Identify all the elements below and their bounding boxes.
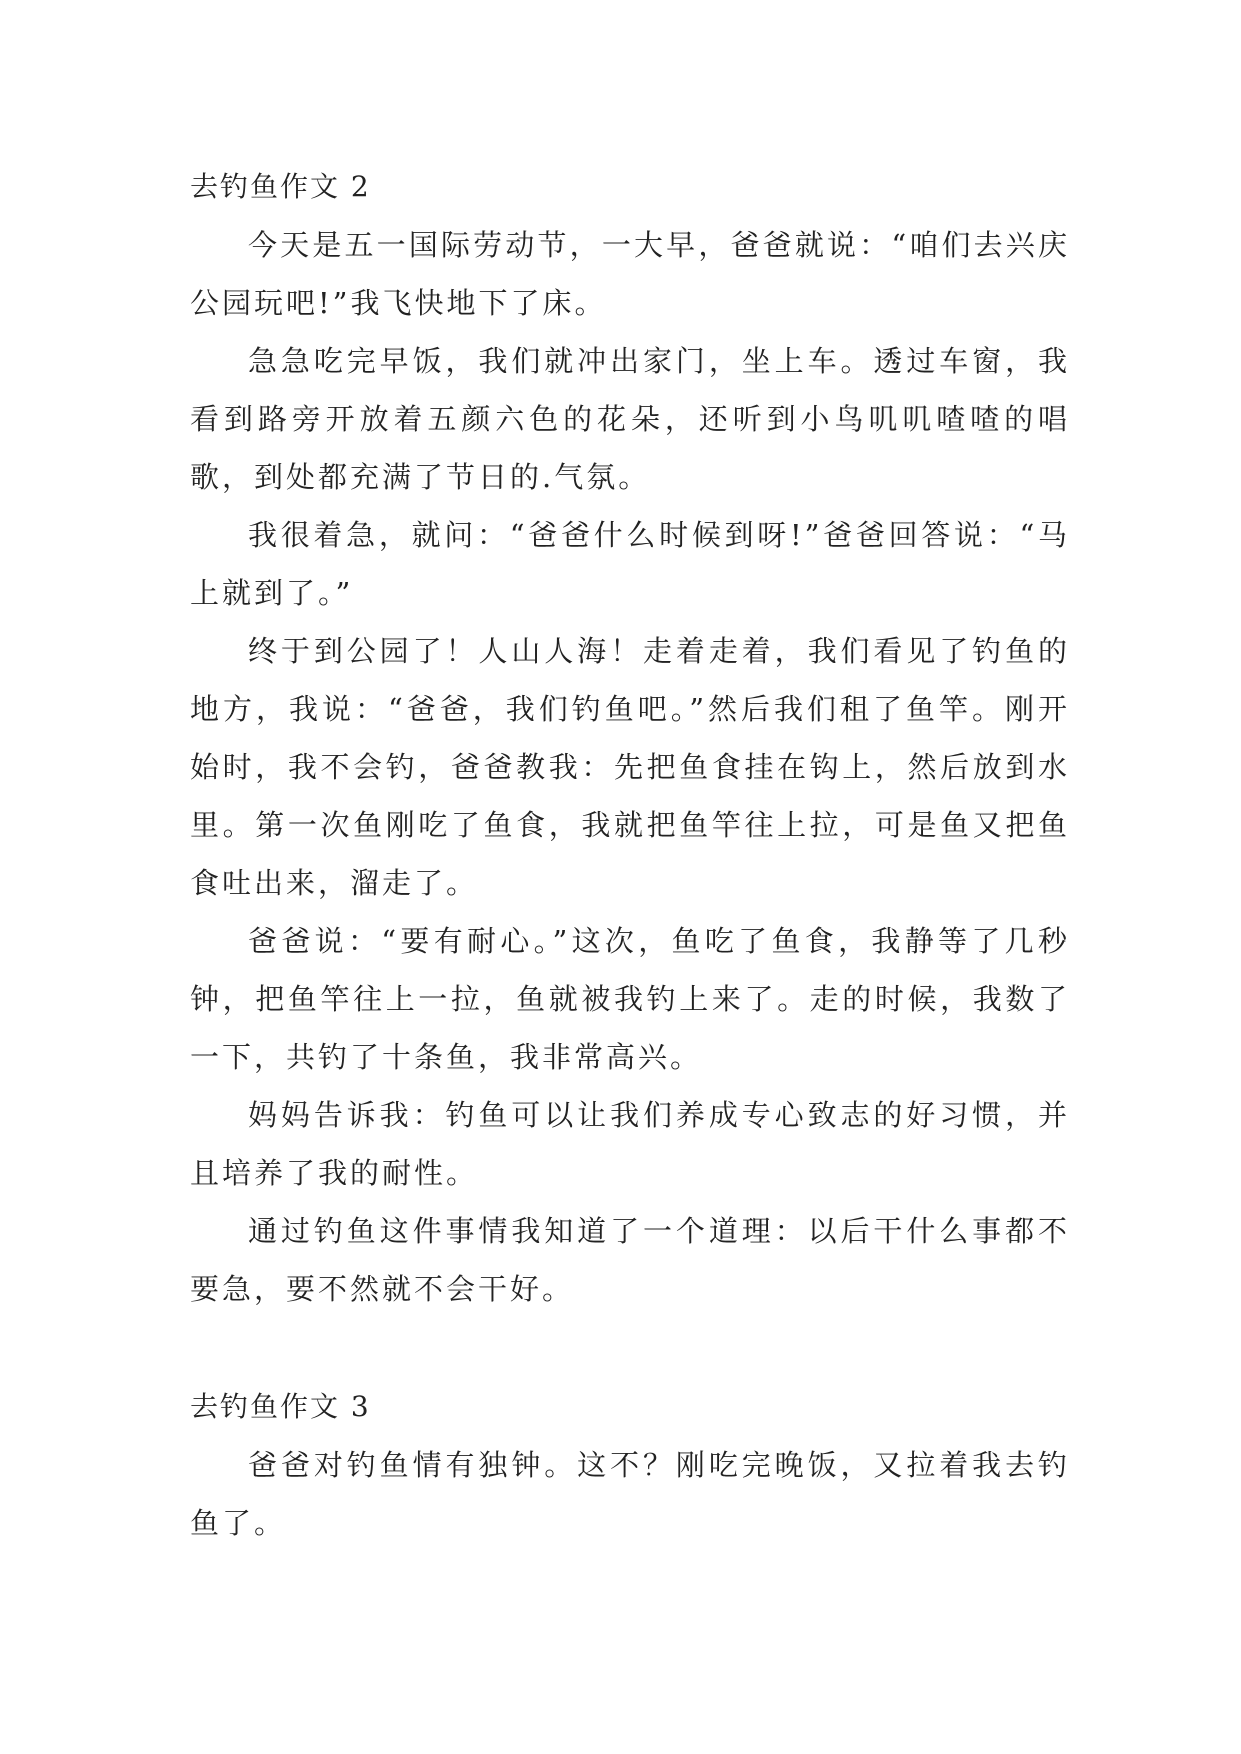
paragraph: 急急吃完早饭，我们就冲出家门，坐上车。透过车窗，我看到路旁开放着五颜六色的花朵，还听到小鸟叽叽喳喳的唱歌，到处都充满了节日的.气氛。 — [190, 344, 1070, 494]
article-title: 去钓鱼作文 2 — [190, 170, 371, 203]
paragraph: 通过钓鱼这件事情我知道了一个道理：以后干什么事都不要急，要不然就不会干好。 — [190, 1214, 1070, 1306]
article-fishing-2 — [190, 158, 1070, 1318]
paragraph: 今天是五一国际劳动节，一大早，爸爸就说：“咱们去兴庆公园玩吧!”我飞快地下了床。 — [190, 228, 1070, 320]
article-fishing-3 — [190, 1378, 1070, 1552]
paragraph: 爸爸对钓鱼情有独钟。这不？刚吃完晚饭，又拉着我去钓鱼了。 — [190, 1448, 1070, 1540]
paragraph: 妈妈告诉我：钓鱼可以让我们养成专心致志的好习惯，并且培养了我的耐性。 — [190, 1098, 1070, 1190]
article-title: 去钓鱼作文 3 — [190, 1390, 371, 1423]
paragraph: 终于到公园了！人山人海！走着走着，我们看见了钓鱼的地方，我说：“爸爸，我们钓鱼吧。”然后我们租了鱼竿。刚开始时，我不会钓，爸爸教我：先把鱼食挂在钩上，然后放到水里。第一次鱼刚吃了鱼食，我就把鱼竿往上拉，可是鱼又把鱼食吐出来，溜走了。 — [190, 634, 1070, 900]
paragraph: 我很着急，就问：“爸爸什么时候到呀!”爸爸回答说：“马上就到了。” — [190, 518, 1070, 610]
paragraph: 爸爸说：“要有耐心。”这次，鱼吃了鱼食，我静等了几秒钟，把鱼竿往上一拉，鱼就被我钓上来了。走的时候，我数了一下，共钓了十条鱼，我非常高兴。 — [190, 924, 1070, 1074]
